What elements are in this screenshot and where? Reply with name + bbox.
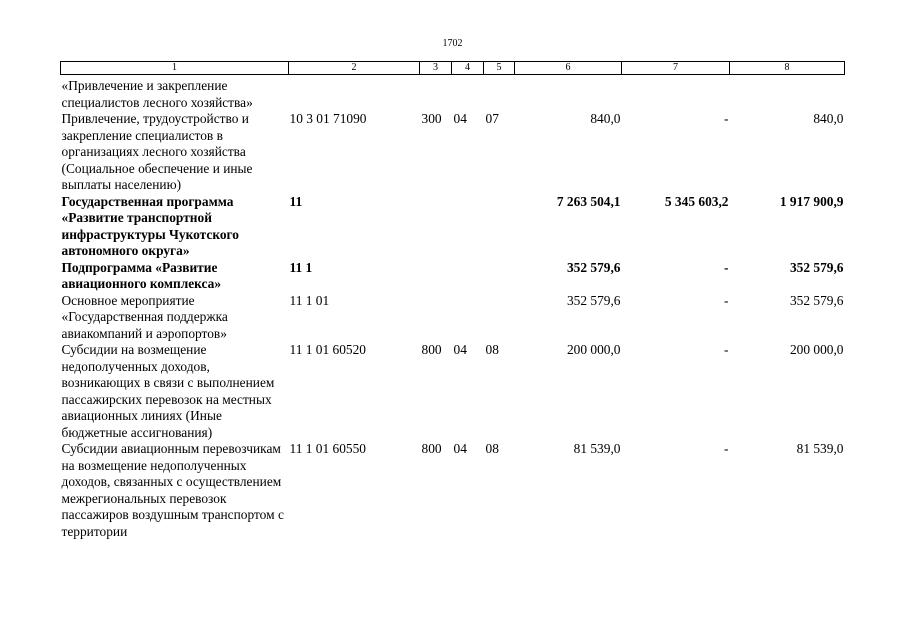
row-section bbox=[452, 260, 484, 293]
row-regional-amount: 352 579,6 bbox=[789, 259, 844, 275]
table-row bbox=[61, 111, 845, 194]
row-expense-type bbox=[420, 194, 452, 260]
row-code bbox=[289, 75, 420, 112]
header-col-4: 4 bbox=[452, 62, 484, 75]
row-subsection: 08 bbox=[485, 342, 499, 357]
row-regional-amount: 1 917 900,9 bbox=[779, 193, 844, 209]
row-section bbox=[452, 75, 484, 112]
header-col-7: 7 bbox=[622, 62, 730, 75]
row-federal-amount bbox=[622, 75, 730, 112]
row-total-amount: 200 000,0 bbox=[566, 342, 621, 357]
row-name: Привлечение, трудоустройство и закрепление специалистов в организациях лесного хозяйства (Социальное обеспечение и иные выплаты населению) bbox=[61, 111, 253, 192]
row-section: 04 bbox=[453, 441, 467, 456]
row-expense-type: 800 bbox=[421, 342, 442, 357]
row-section bbox=[452, 293, 484, 343]
row-name: Субсидии авиационным перевозчикам на возмещение недополученных доходов, связанных с осуществлением межрегиональных перевозок пассажиров воздушным транспортом с территории bbox=[61, 441, 284, 539]
row-name: Подпрограмма «Развитие авиационного комплекса» bbox=[61, 259, 222, 291]
row-regional-amount bbox=[730, 75, 845, 112]
row-total-amount: 7 263 504,1 bbox=[556, 193, 621, 209]
row-code: 11 1 01 bbox=[289, 292, 330, 308]
row-total-amount: 352 579,6 bbox=[566, 259, 621, 275]
row-subsection bbox=[484, 260, 515, 293]
row-name: Субсидии на возмещение недополученных доходов, возникающих в связи с выполнением пассажирских перевозок на местных авиационных линиях (Иные бюджетные ассигнования) bbox=[61, 342, 275, 440]
row-regional-amount: 840,0 bbox=[813, 111, 844, 126]
row-federal-amount: - bbox=[724, 441, 729, 456]
row-federal-amount: - bbox=[724, 111, 729, 126]
row-expense-type bbox=[420, 260, 452, 293]
row-subsection bbox=[484, 293, 515, 343]
table-row bbox=[61, 194, 845, 260]
row-expense-type bbox=[420, 293, 452, 343]
row-name: «Привлечение и закрепление специалистов лесного хозяйства» bbox=[61, 78, 253, 110]
row-federal-amount: - bbox=[724, 259, 729, 275]
header-col-3: 3 bbox=[420, 62, 452, 75]
row-section bbox=[452, 194, 484, 260]
table-header bbox=[61, 62, 845, 75]
header-col-5: 5 bbox=[484, 62, 515, 75]
row-subsection: 08 bbox=[485, 441, 499, 456]
row-total-amount bbox=[515, 75, 622, 112]
table-row bbox=[61, 342, 845, 441]
row-federal-amount: - bbox=[724, 292, 729, 308]
page-number: 1702 bbox=[442, 38, 463, 49]
table-row bbox=[61, 293, 845, 343]
table-row bbox=[61, 75, 845, 112]
row-total-amount: 352 579,6 bbox=[566, 292, 621, 308]
row-section: 04 bbox=[453, 342, 467, 357]
row-code: 11 1 01 60520 bbox=[289, 342, 366, 357]
row-name: Основное мероприятие «Государственная поддержка авиакомпаний и аэропортов» bbox=[61, 292, 228, 341]
row-code: 11 bbox=[289, 193, 303, 209]
row-code: 10 3 01 71090 bbox=[289, 111, 367, 126]
budget-table bbox=[60, 61, 845, 540]
row-subsection bbox=[484, 75, 515, 112]
row-name: Государственная программа «Развитие транспортной инфраструктуры Чукотского автономного округа» bbox=[61, 193, 239, 258]
row-section: 04 bbox=[453, 111, 467, 126]
row-code: 11 1 01 60550 bbox=[289, 441, 366, 456]
table-row bbox=[61, 260, 845, 293]
row-federal-amount: 5 345 603,2 bbox=[664, 193, 729, 209]
table-body bbox=[61, 75, 845, 541]
row-regional-amount: 352 579,6 bbox=[789, 292, 844, 308]
row-total-amount: 840,0 bbox=[590, 111, 621, 126]
header-col-2: 2 bbox=[289, 62, 420, 75]
row-expense-type: 800 bbox=[421, 441, 442, 456]
row-regional-amount: 81 539,0 bbox=[796, 441, 844, 456]
row-subsection: 07 bbox=[485, 111, 499, 126]
header-col-1: 1 bbox=[61, 62, 289, 75]
table-row bbox=[61, 441, 845, 540]
row-subsection bbox=[484, 194, 515, 260]
row-code: 11 1 bbox=[289, 259, 313, 275]
header-col-6: 6 bbox=[515, 62, 622, 75]
row-expense-type: 300 bbox=[421, 111, 442, 126]
row-regional-amount: 200 000,0 bbox=[789, 342, 844, 357]
row-expense-type bbox=[420, 75, 452, 112]
row-total-amount: 81 539,0 bbox=[573, 441, 621, 456]
row-federal-amount: - bbox=[724, 342, 729, 357]
header-col-8: 8 bbox=[730, 62, 845, 75]
